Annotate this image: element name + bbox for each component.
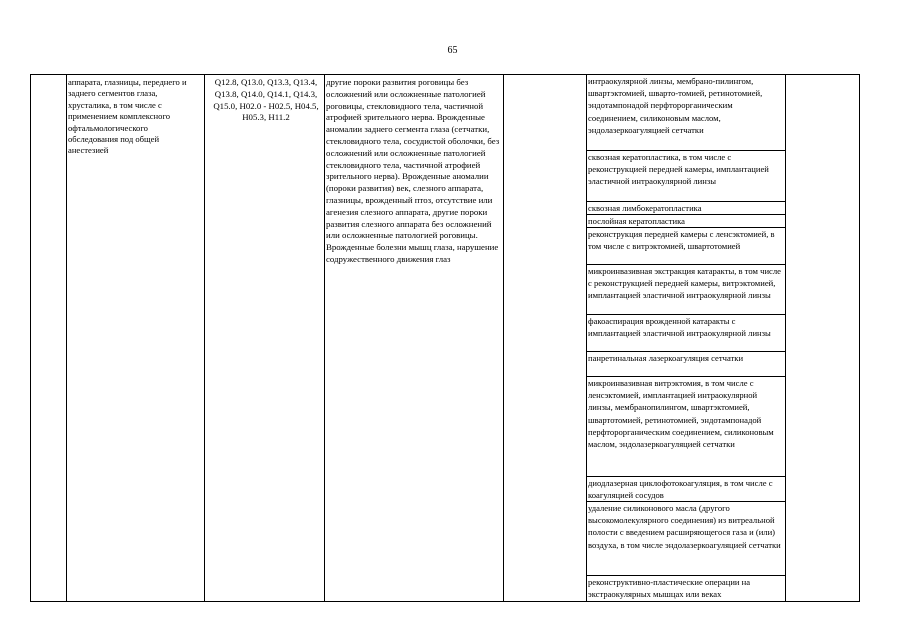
column-divider <box>503 75 504 601</box>
treatment-method-item: удаление силиконового масла (другого высокомолекулярного соединения) из витреальной полости с введением расширяющегося газа и (или) воздуха, в том числе эндолазеркоагуляцией сетчатки <box>586 502 785 576</box>
document-table <box>30 74 860 602</box>
treatment-method-item: микроинвазивная экстракция катаракты, в том числе с реконструкцией передней камеры, витрэктомией, имплантацией эластичной интраокулярной линзы <box>586 265 785 315</box>
treatment-methods-column <box>586 75 785 601</box>
icd-codes-cell: Q12.8, Q13.0, Q13.3, Q13.4, Q13.8, Q14.0, Q14.1, Q14.3, Q15.0, H02.0 - H02.5, H04.5, H05.3, H11.2 <box>213 77 319 123</box>
treatment-method-item: факоаспирация врожденной катаракты с имплантацией эластичной интраокулярной линзы <box>586 315 785 352</box>
column-divider <box>785 75 786 601</box>
page-number: 65 <box>447 45 458 56</box>
treatment-method-item: послойная кератопластика <box>586 215 785 228</box>
treatment-method-item: сквозная лимбокератопластика <box>586 202 785 215</box>
treatment-method-item: микроинвазивная витрэктомия, в том числе с ленсэктомией, имплантацией интраокулярной линзы, мембранопилингом, швартэктомией, швартотомией, ретинотомией, эндотампонадой перфторорганическим соединением, силиконовым маслом, эндолазеркоагуляцией сетчатки <box>586 377 785 477</box>
condition-description-cell: другие пороки развития роговицы без осложнений или осложненные патологией роговицы, стекловидного тела, частичной атрофией зрительного нерва. Врожденные аномалии заднего сегмента глаза (сетчатки, стекловидного тела, сосудистой оболочки, без осложнений или осложненные патологией стекловидного тела, частичной атрофией зрительного нерва). Врожденные аномалии (пороки развития) век, слезного аппарата, глазницы, врожденный птоз, отсутствие или агенезия слезного аппарата, другие пороки развития слезного аппарата без осложнений или осложненные патологией роговицы. Врожденные болезни мышц глаза, нарушение содружественного движения глаз <box>326 77 500 264</box>
column-divider <box>66 75 67 601</box>
treatment-method-item: реконструкция передней камеры с ленсэктомией, в том числе с витрэктомией, швартотомией <box>586 228 785 265</box>
treatment-method-item: сквозная кератопластика, в том числе с реконструкцией передней камеры, имплантацией эластичной интраокулярной линзы <box>586 151 785 202</box>
column-divider <box>324 75 325 601</box>
treatment-method-item: диодлазерная циклофотокоагуляция, в том числе с коагуляцией сосудов <box>586 477 785 502</box>
treatment-method-item: интраокулярной линзы, мембрано-пилингом, швартэктомией, шварто-томией, ретинотомией, эндотампонадой перфторорганическим соединением, силиконовым маслом, эндолазеркоагуляцией сетчатки <box>586 75 785 151</box>
treatment-method-item: панретинальная лазеркоагуляция сетчатки <box>586 352 785 377</box>
diagnosis-name-cell: аппарата, глазницы, переднего и заднего сегментов глаза, хрусталика, в том числе с применением комплексного офтальмологического обследования под общей анестезией <box>68 77 187 156</box>
column-divider <box>204 75 205 601</box>
treatment-method-item: реконструктивно-пластические операции на экстраокулярных мышцах или веках <box>588 577 751 600</box>
